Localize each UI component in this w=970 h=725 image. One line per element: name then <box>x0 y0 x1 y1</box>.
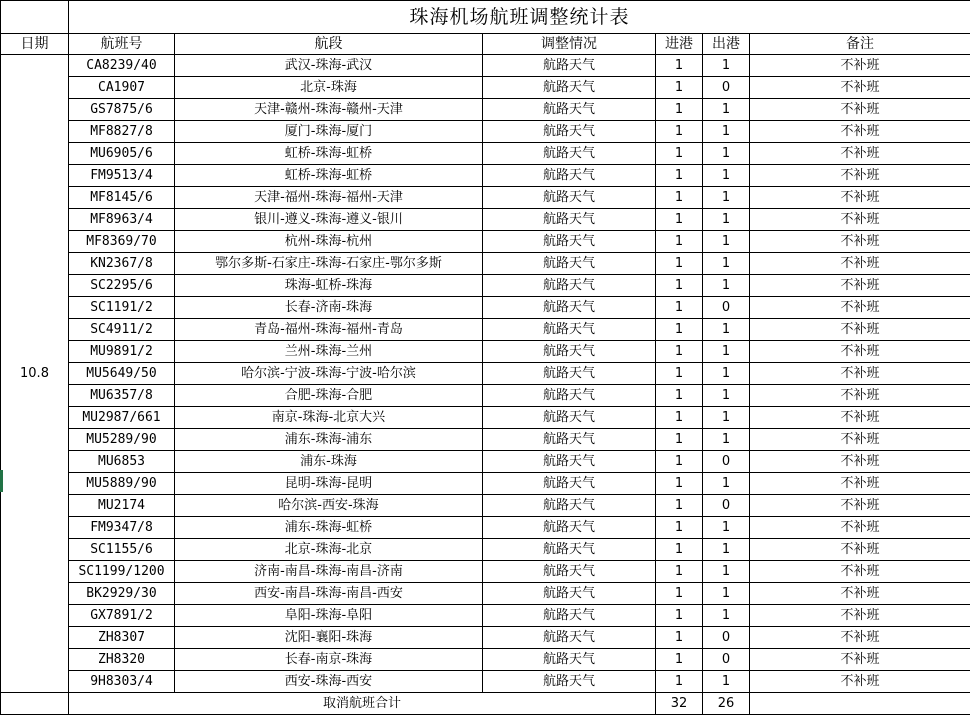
flight-cell[interactable]: MU5649/50 <box>69 363 175 385</box>
reason-cell[interactable]: 航路天气 <box>483 143 656 165</box>
route-cell[interactable]: 虹桥-珠海-虹桥 <box>175 165 483 187</box>
route-cell[interactable]: 长春-南京-珠海 <box>175 649 483 671</box>
note-cell[interactable]: 不补班 <box>750 121 970 143</box>
depart-cell[interactable]: 0 <box>703 495 750 517</box>
reason-cell[interactable]: 航路天气 <box>483 231 656 253</box>
arrive-cell[interactable]: 1 <box>656 539 703 561</box>
flight-cell[interactable]: MU9891/2 <box>69 341 175 363</box>
table-row <box>1 341 970 363</box>
note-cell[interactable]: 不补班 <box>750 649 970 671</box>
depart-cell[interactable]: 0 <box>703 649 750 671</box>
reason-cell[interactable]: 航路天气 <box>483 407 656 429</box>
arrive-cell[interactable]: 1 <box>656 165 703 187</box>
depart-cell[interactable]: 1 <box>703 671 750 693</box>
note-cell[interactable]: 不补班 <box>750 517 970 539</box>
depart-cell[interactable]: 1 <box>703 231 750 253</box>
note-cell[interactable]: 不补班 <box>750 627 970 649</box>
table-row <box>1 627 970 649</box>
note-cell[interactable]: 不补班 <box>750 209 970 231</box>
route-cell[interactable]: 兰州-珠海-兰州 <box>175 341 483 363</box>
flight-cell[interactable]: MU6853 <box>69 451 175 473</box>
route-cell[interactable]: 沈阳-襄阳-珠海 <box>175 627 483 649</box>
table-row <box>1 649 970 671</box>
note-cell[interactable]: 不补班 <box>750 561 970 583</box>
flight-cell[interactable]: MU5889/90 <box>69 473 175 495</box>
note-cell[interactable]: 不补班 <box>750 451 970 473</box>
arrive-cell[interactable]: 1 <box>656 451 703 473</box>
depart-cell[interactable]: 1 <box>703 209 750 231</box>
table-row <box>1 55 970 77</box>
header-flight[interactable]: 航班号 <box>69 34 175 55</box>
route-cell[interactable]: 北京-珠海 <box>175 77 483 99</box>
route-cell[interactable]: 浦东-珠海-浦东 <box>175 429 483 451</box>
route-cell[interactable]: 虹桥-珠海-虹桥 <box>175 143 483 165</box>
table-row <box>1 407 970 429</box>
reason-cell[interactable]: 航路天气 <box>483 605 656 627</box>
reason-cell[interactable]: 航路天气 <box>483 627 656 649</box>
arrive-cell[interactable]: 1 <box>656 187 703 209</box>
note-cell[interactable]: 不补班 <box>750 297 970 319</box>
reason-cell[interactable]: 航路天气 <box>483 649 656 671</box>
table-row <box>1 77 970 99</box>
date-cell[interactable]: 10.8 <box>1 55 69 693</box>
depart-cell[interactable]: 1 <box>703 165 750 187</box>
route-cell[interactable]: 珠海-虹桥-珠海 <box>175 275 483 297</box>
header-note[interactable]: 备注 <box>750 34 970 55</box>
table-row <box>1 187 970 209</box>
flight-cell[interactable]: CA1907 <box>69 77 175 99</box>
note-cell[interactable]: 不补班 <box>750 473 970 495</box>
table-row <box>1 363 970 385</box>
note-cell[interactable]: 不补班 <box>750 605 970 627</box>
reason-cell[interactable]: 航路天气 <box>483 297 656 319</box>
depart-cell[interactable]: 1 <box>703 341 750 363</box>
reason-cell[interactable]: 航路天气 <box>483 495 656 517</box>
depart-cell[interactable]: 1 <box>703 143 750 165</box>
flight-cell[interactable]: SC1155/6 <box>69 539 175 561</box>
table-row <box>1 451 970 473</box>
route-cell[interactable]: 合肥-珠海-合肥 <box>175 385 483 407</box>
flight-cell[interactable]: FM9347/8 <box>69 517 175 539</box>
flight-cell[interactable]: FM9513/4 <box>69 165 175 187</box>
depart-cell[interactable]: 1 <box>703 407 750 429</box>
note-cell[interactable]: 不补班 <box>750 671 970 693</box>
route-cell[interactable]: 昆明-珠海-昆明 <box>175 473 483 495</box>
header-depart[interactable]: 出港 <box>703 34 750 55</box>
sheet-title[interactable]: 珠海机场航班调整统计表 <box>69 1 970 34</box>
note-cell[interactable]: 不补班 <box>750 363 970 385</box>
table-row <box>1 539 970 561</box>
arrive-cell[interactable]: 1 <box>656 649 703 671</box>
reason-cell[interactable]: 航路天气 <box>483 341 656 363</box>
flight-cell[interactable]: MU6357/8 <box>69 385 175 407</box>
table-row <box>1 671 970 693</box>
flight-cell[interactable]: SC4911/2 <box>69 319 175 341</box>
route-cell[interactable]: 浦东-珠海-虹桥 <box>175 517 483 539</box>
header-reason[interactable]: 调整情况 <box>483 34 656 55</box>
reason-cell[interactable]: 航路天气 <box>483 209 656 231</box>
route-cell[interactable]: 西安-南昌-珠海-南昌-西安 <box>175 583 483 605</box>
depart-cell[interactable]: 0 <box>703 627 750 649</box>
route-cell[interactable]: 哈尔滨-宁波-珠海-宁波-哈尔滨 <box>175 363 483 385</box>
depart-cell[interactable]: 1 <box>703 385 750 407</box>
table-row <box>1 473 970 495</box>
reason-cell[interactable]: 航路天气 <box>483 517 656 539</box>
depart-cell[interactable]: 1 <box>703 99 750 121</box>
depart-cell[interactable]: 1 <box>703 539 750 561</box>
table-row <box>1 231 970 253</box>
reason-cell[interactable]: 航路天气 <box>483 319 656 341</box>
table-row <box>1 583 970 605</box>
arrive-cell[interactable]: 1 <box>656 473 703 495</box>
note-cell[interactable]: 不补班 <box>750 583 970 605</box>
table-row <box>1 99 970 121</box>
arrive-cell[interactable]: 1 <box>656 77 703 99</box>
reason-cell[interactable]: 航路天气 <box>483 121 656 143</box>
total-row <box>1 693 970 715</box>
total-blank-cell[interactable] <box>1 693 69 715</box>
depart-cell[interactable]: 0 <box>703 297 750 319</box>
note-cell[interactable]: 不补班 <box>750 319 970 341</box>
depart-cell[interactable]: 0 <box>703 451 750 473</box>
note-cell[interactable]: 不补班 <box>750 143 970 165</box>
note-cell[interactable]: 不补班 <box>750 253 970 275</box>
flight-cell[interactable]: BK2929/30 <box>69 583 175 605</box>
flight-cell[interactable]: MF8145/6 <box>69 187 175 209</box>
header-date[interactable]: 日期 <box>1 34 69 55</box>
depart-cell[interactable]: 1 <box>703 561 750 583</box>
flight-cell[interactable]: MU2174 <box>69 495 175 517</box>
note-cell[interactable]: 不补班 <box>750 407 970 429</box>
depart-cell[interactable]: 1 <box>703 187 750 209</box>
flight-cell[interactable]: KN2367/8 <box>69 253 175 275</box>
arrive-cell[interactable]: 1 <box>656 99 703 121</box>
table-row <box>1 385 970 407</box>
note-cell[interactable]: 不补班 <box>750 341 970 363</box>
route-cell[interactable]: 哈尔滨-西安-珠海 <box>175 495 483 517</box>
depart-cell[interactable]: 1 <box>703 275 750 297</box>
reason-cell[interactable]: 航路天气 <box>483 671 656 693</box>
total-arrive[interactable]: 32 <box>656 693 703 715</box>
depart-cell[interactable]: 1 <box>703 517 750 539</box>
reason-cell[interactable]: 航路天气 <box>483 275 656 297</box>
route-cell[interactable]: 浦东-珠海 <box>175 451 483 473</box>
route-cell[interactable]: 天津-赣州-珠海-赣州-天津 <box>175 99 483 121</box>
table-row <box>1 319 970 341</box>
reason-cell[interactable]: 航路天气 <box>483 55 656 77</box>
title-corner-cell[interactable] <box>1 1 69 34</box>
reason-cell[interactable]: 航路天气 <box>483 583 656 605</box>
route-cell[interactable]: 厦门-珠海-厦门 <box>175 121 483 143</box>
reason-cell[interactable]: 航路天气 <box>483 473 656 495</box>
reason-cell[interactable]: 航路天气 <box>483 429 656 451</box>
flight-cell[interactable]: ZH8320 <box>69 649 175 671</box>
table-row <box>1 297 970 319</box>
flight-cell[interactable]: GS7875/6 <box>69 99 175 121</box>
flight-cell[interactable]: CA8239/40 <box>69 55 175 77</box>
depart-cell[interactable]: 1 <box>703 55 750 77</box>
flight-cell[interactable]: SC1199/1200 <box>69 561 175 583</box>
depart-cell[interactable]: 1 <box>703 583 750 605</box>
table-row <box>1 429 970 451</box>
arrive-cell[interactable]: 1 <box>656 429 703 451</box>
table-row <box>1 121 970 143</box>
reason-cell[interactable]: 航路天气 <box>483 165 656 187</box>
reason-cell[interactable]: 航路天气 <box>483 99 656 121</box>
table-row <box>1 165 970 187</box>
flight-cell[interactable]: MU5289/90 <box>69 429 175 451</box>
arrive-cell[interactable]: 1 <box>656 583 703 605</box>
reason-cell[interactable]: 航路天气 <box>483 253 656 275</box>
table-row <box>1 561 970 583</box>
route-cell[interactable]: 西安-珠海-西安 <box>175 671 483 693</box>
flight-cell[interactable]: MU2987/661 <box>69 407 175 429</box>
arrive-cell[interactable]: 1 <box>656 209 703 231</box>
arrive-cell[interactable]: 1 <box>656 605 703 627</box>
note-cell[interactable]: 不补班 <box>750 77 970 99</box>
table-row <box>1 143 970 165</box>
flight-cell[interactable]: GX7891/2 <box>69 605 175 627</box>
arrive-cell[interactable]: 1 <box>656 495 703 517</box>
depart-cell[interactable]: 1 <box>703 363 750 385</box>
arrive-cell[interactable]: 1 <box>656 297 703 319</box>
depart-cell[interactable]: 1 <box>703 319 750 341</box>
note-cell[interactable]: 不补班 <box>750 231 970 253</box>
arrive-cell[interactable]: 1 <box>656 363 703 385</box>
route-cell[interactable]: 青岛-福州-珠海-福州-青岛 <box>175 319 483 341</box>
note-cell[interactable]: 不补班 <box>750 275 970 297</box>
reason-cell[interactable]: 航路天气 <box>483 187 656 209</box>
table-row <box>1 517 970 539</box>
reason-cell[interactable]: 航路天气 <box>483 77 656 99</box>
flight-cell[interactable]: MU6905/6 <box>69 143 175 165</box>
arrive-cell[interactable]: 1 <box>656 627 703 649</box>
depart-cell[interactable]: 1 <box>703 473 750 495</box>
note-cell[interactable]: 不补班 <box>750 55 970 77</box>
route-cell[interactable]: 杭州-珠海-杭州 <box>175 231 483 253</box>
reason-cell[interactable]: 航路天气 <box>483 363 656 385</box>
note-cell[interactable]: 不补班 <box>750 385 970 407</box>
arrive-cell[interactable]: 1 <box>656 231 703 253</box>
note-cell[interactable]: 不补班 <box>750 539 970 561</box>
table-row <box>1 253 970 275</box>
flight-cell[interactable]: 9H8303/4 <box>69 671 175 693</box>
route-cell[interactable]: 南京-珠海-北京大兴 <box>175 407 483 429</box>
arrive-cell[interactable]: 1 <box>656 143 703 165</box>
depart-cell[interactable]: 0 <box>703 77 750 99</box>
note-cell[interactable]: 不补班 <box>750 99 970 121</box>
flight-cell[interactable]: ZH8307 <box>69 627 175 649</box>
route-cell[interactable]: 阜阳-珠海-阜阳 <box>175 605 483 627</box>
flight-cell[interactable]: SC1191/2 <box>69 297 175 319</box>
arrive-cell[interactable]: 1 <box>656 319 703 341</box>
note-cell[interactable]: 不补班 <box>750 187 970 209</box>
arrive-cell[interactable]: 1 <box>656 253 703 275</box>
arrive-cell[interactable]: 1 <box>656 275 703 297</box>
flight-cell[interactable]: MF8827/8 <box>69 121 175 143</box>
arrive-cell[interactable]: 1 <box>656 561 703 583</box>
total-note-cell[interactable] <box>750 693 970 715</box>
row-selection-marker <box>0 470 3 492</box>
total-label[interactable]: 取消航班合计 <box>69 693 656 715</box>
route-cell[interactable]: 北京-珠海-北京 <box>175 539 483 561</box>
reason-cell[interactable]: 航路天气 <box>483 561 656 583</box>
table-row <box>1 209 970 231</box>
flight-cell[interactable]: MF8963/4 <box>69 209 175 231</box>
route-cell[interactable]: 银川-遵义-珠海-遵义-银川 <box>175 209 483 231</box>
arrive-cell[interactable]: 1 <box>656 121 703 143</box>
arrive-cell[interactable]: 1 <box>656 407 703 429</box>
table-row <box>1 495 970 517</box>
header-route[interactable]: 航段 <box>175 34 483 55</box>
depart-cell[interactable]: 1 <box>703 121 750 143</box>
reason-cell[interactable]: 航路天气 <box>483 539 656 561</box>
header-row <box>1 34 970 55</box>
flight-cell[interactable]: MF8369/70 <box>69 231 175 253</box>
arrive-cell[interactable]: 1 <box>656 671 703 693</box>
arrive-cell[interactable]: 1 <box>656 341 703 363</box>
note-cell[interactable]: 不补班 <box>750 429 970 451</box>
arrive-cell[interactable]: 1 <box>656 517 703 539</box>
depart-cell[interactable]: 1 <box>703 605 750 627</box>
reason-cell[interactable]: 航路天气 <box>483 451 656 473</box>
reason-cell[interactable]: 航路天气 <box>483 385 656 407</box>
route-cell[interactable]: 武汉-珠海-武汉 <box>175 55 483 77</box>
depart-cell[interactable]: 1 <box>703 253 750 275</box>
total-depart[interactable]: 26 <box>703 693 750 715</box>
flight-cell[interactable]: SC2295/6 <box>69 275 175 297</box>
depart-cell[interactable]: 1 <box>703 429 750 451</box>
arrive-cell[interactable]: 1 <box>656 55 703 77</box>
table-row <box>1 275 970 297</box>
route-cell[interactable]: 长春-济南-珠海 <box>175 297 483 319</box>
table-row <box>1 605 970 627</box>
note-cell[interactable]: 不补班 <box>750 165 970 187</box>
route-cell[interactable]: 天津-福州-珠海-福州-天津 <box>175 187 483 209</box>
arrive-cell[interactable]: 1 <box>656 385 703 407</box>
header-arrive[interactable]: 进港 <box>656 34 703 55</box>
note-cell[interactable]: 不补班 <box>750 495 970 517</box>
route-cell[interactable]: 鄂尔多斯-石家庄-珠海-石家庄-鄂尔多斯 <box>175 253 483 275</box>
route-cell[interactable]: 济南-南昌-珠海-南昌-济南 <box>175 561 483 583</box>
